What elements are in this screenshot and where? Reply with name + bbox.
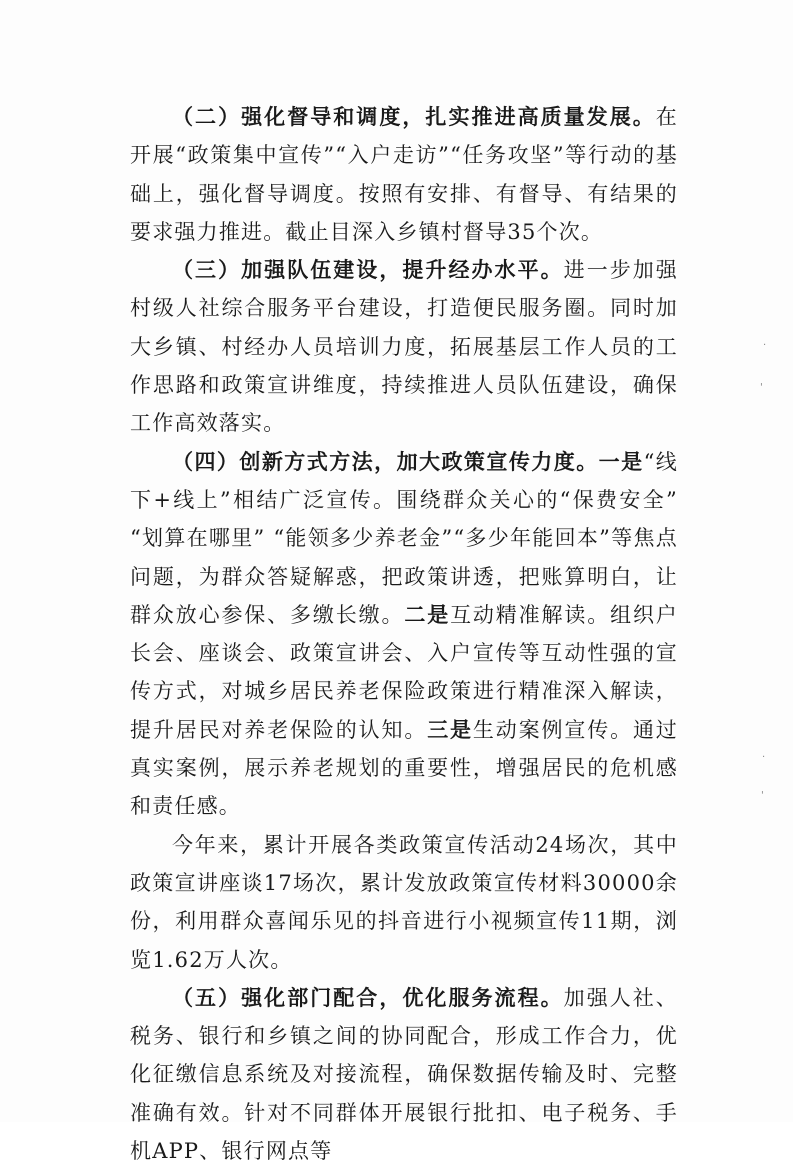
text-supervision: 在开展“政策集中宣传”“入户走访”“任务攻坚”等行动的基础上，强化督导调度。按照有安排、有督导、有结果的要求强力推进。截止目深入乡镇村督导35个次。 <box>130 105 678 244</box>
text-third: 生动案例宣传。通过真实案例，展示养老规划的重要性，增强居民的危机感和责任感。 <box>130 717 678 819</box>
text-cooperation: 加强人社、税务、银行和乡镇之间的协同配合，形成工作合力，优化征缴信息系统及对接流程，确保数据传输及时、完整准确有效。针对不同群体开展银行批扣、电子税务、手机APP、银行网点等 <box>130 985 679 1164</box>
scan-speck: · <box>762 752 766 763</box>
label-third: 三是 <box>427 716 473 742</box>
paragraph-supervision <box>130 98 678 251</box>
label-first: 一是 <box>598 448 644 474</box>
text-team-building: 进一步加强村级人社综合服务平台建设，打造便民服务圈。同时加大乡镇、村经办人员培训力度，拓展基层工作人员的工作思路和政策宣讲维度，持续推进人员队伍建设，确保工作高效落实。 <box>130 258 679 436</box>
heading-supervision: （二）强化督导和调度，扎实推进高质量发展。 <box>172 104 656 129</box>
text-second: 互动精准解读。组织户长会、座谈会、政策宣讲会、入户宣传等互动性强的宣传方式，对城乡居民养老保险政策进行精准深入解读，提升居民对养老保险的认知。 <box>130 602 679 742</box>
heading-team-building: （三）加强队伍建设，提升经办水平。 <box>172 257 564 283</box>
heading-innovation: （四）创新方式方法，加大政策宣传力度。 <box>172 448 599 474</box>
paragraph-cooperation <box>130 979 678 1170</box>
text-statistics: 今年来，累计开展各类政策宣传活动24场次，其中政策宣讲座谈17场次，累计发放政策宣传材料30000余份，利用群众喜闻乐见的抖音进行小视频宣传11期，浏览1.62万人次。 <box>130 832 678 972</box>
scan-speck: · <box>763 340 767 351</box>
label-second: 二是 <box>404 601 451 627</box>
paragraph-team-building <box>130 251 678 442</box>
text-first: “线下+线上”相结广泛宣传。围绕群众关心的“保费安全” “划算在哪里” “能领多少养老金”“多少年能回本”等焦点问题，为群众答疑解惑，把政策讲透，把账算明白，让群众放心参保、多缴长缴。 <box>130 449 678 627</box>
paragraph-statistics <box>130 826 678 979</box>
paragraph-innovation <box>130 443 678 826</box>
scan-speck: ' <box>760 382 763 393</box>
heading-cooperation: （五）强化部门配合，优化服务流程。 <box>172 984 564 1010</box>
document-body <box>130 98 678 1170</box>
scan-speck: ' <box>761 790 764 801</box>
